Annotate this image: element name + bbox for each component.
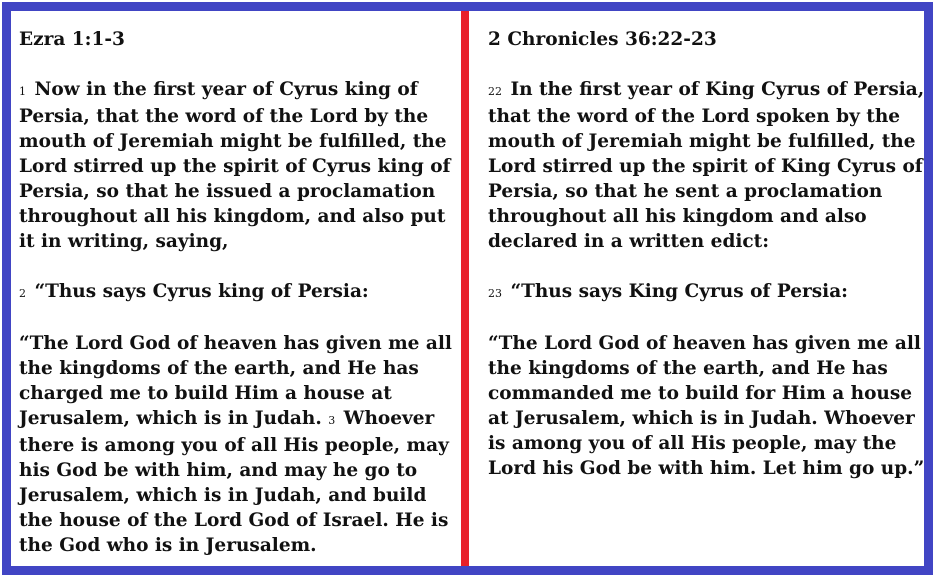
ezra-quote	[19, 331, 459, 558]
verse-text: Now in the first year of Cyrus king of Persia, that the word of the Lord by the mouth of Jeremiah might be fulfilled, the Lord stirred up the spirit of Cyrus king of Persia, so that he issued a proclamation throughout all his kingdom, and also put it in writing, saying,	[19, 79, 451, 252]
verse-number: 2	[19, 287, 26, 300]
verse-text: “Thus says King Cyrus of Persia:	[510, 281, 849, 302]
verse-number: 3	[328, 414, 336, 427]
verse-text: “The Lord God of heaven has given me all the kingdoms of the earth, and He has charged me to build Him a house at Jerusalem, which is in Judah.	[19, 333, 452, 429]
ezra-reference: Ezra 1:1-3	[19, 29, 125, 50]
ezra-verse-2	[19, 279, 459, 306]
comparison-panel	[2, 2, 933, 575]
verse-text: “The Lord God of heaven has given me all the kingdoms of the earth, and He has commanded me to build for Him a house at Jerusalem, which is in Judah. Whoever is among you of all His people, may the Lord his God be with him. Let him go up.”	[488, 333, 925, 479]
ezra-verse-1	[19, 77, 459, 254]
chronicles-verse-23	[488, 279, 928, 306]
verse-text: Whoever there is among you of all His people, may his God be with him, and may he go to Jerusalem, which is in Judah, and build the house of the Lord God of Israel. He is the God who is in Jerusalem.	[19, 408, 449, 556]
chronicles-quote	[488, 331, 928, 481]
verse-text: In the first year of King Cyrus of Persia, that the word of the Lord spoken by the mouth of Jeremiah might be fulfilled, the Lord stirred up the spirit of King Cyrus of Persia, so that he sent a proclamation throughout all his kingdom and also declared in a written edict:	[488, 79, 925, 252]
chronicles-reference: 2 Chronicles 36:22-23	[488, 29, 717, 50]
verse-number: 22	[488, 85, 502, 98]
verse-number: 23	[488, 287, 502, 300]
ezra-column	[19, 11, 459, 583]
verse-text: “Thus says Cyrus king of Persia:	[34, 281, 369, 302]
chronicles-verse-22	[488, 77, 928, 254]
column-divider	[461, 11, 469, 566]
verse-number: 1	[19, 85, 26, 98]
chronicles-column	[488, 11, 928, 506]
